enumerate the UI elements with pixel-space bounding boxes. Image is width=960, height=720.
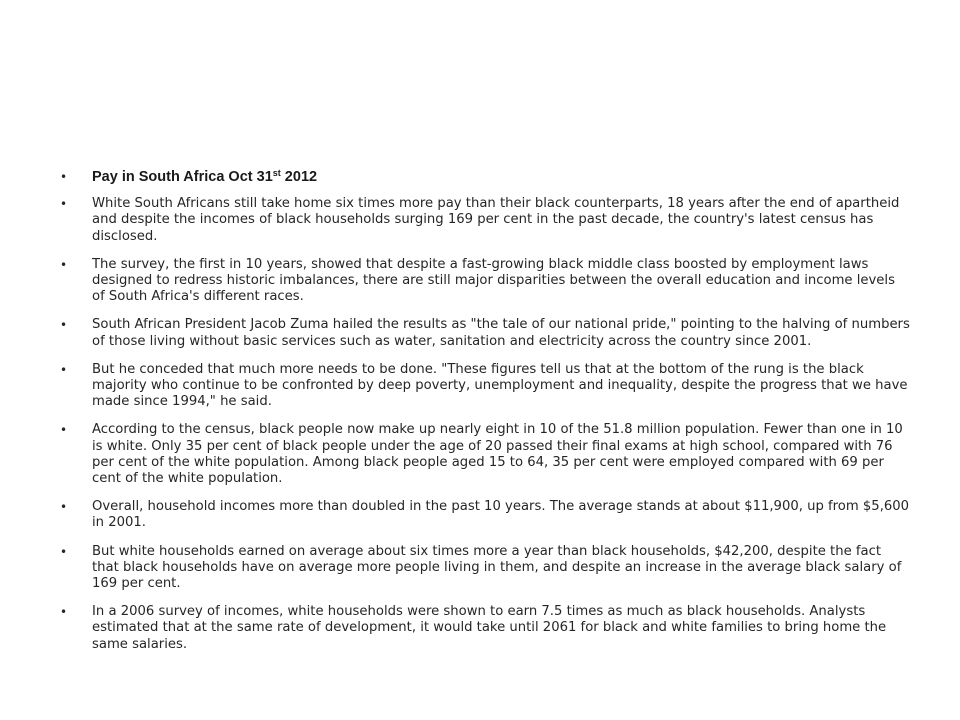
heading-main-text: Pay in South Africa Oct 31 [92,169,273,185]
bullet-dot-icon: • [60,423,68,438]
bullet-list [60,169,910,665]
heading-superscript: st [272,168,281,178]
heading-suffix: 2012 [280,169,318,185]
bullet-dot-icon: • [60,318,68,333]
bullet-item [60,362,910,411]
bullet-text: According to the census, black people now make up nearly eight in 10 of the 51.8 million population. Fewer than one in 10 is white. Only 35 per cent of black people under the age of 20 passed their final exams at high school, compared with 76 per cent of the white population. Among black people aged 15 to 64, 35 per cent were employed compared with 69 per cent of the white population. [92,422,903,487]
bullet-item [60,422,910,487]
bullet-dot-icon: • [60,257,68,272]
bullet-text: White South Africans still take home six times more pay than their black counterparts, 18 years after the end of apartheid and despite the incomes of black households surging 169 per cent in the past decade, the country's latest census has disclosed. [92,196,900,244]
bullet-text: South African President Jacob Zuma hailed the results as "the tale of our national pride," pointing to the halving of numbers of those living without basic services such as water, sanitation and electricity across the country since 2001. [92,317,910,349]
bullet-text: The survey, the first in 10 years, showed that despite a fast-growing black middle class boosted by employment laws designed to redress historic imbalances, there are still major disparities between the overall education and income levels of South Africa's different races. [92,256,895,305]
bullet-item [60,317,910,349]
bullet-heading [60,169,910,186]
bullet-item [60,499,910,531]
bullet-text: Overall, household incomes more than doubled in the past 10 years. The average stands at about $11,900, up from $5,600 in 2001. [92,499,910,531]
bullet-item [60,196,910,245]
bullet-item [60,257,910,306]
bullet-item [60,544,910,593]
bullet-dot-icon: • [60,197,68,212]
slide-heading [92,169,317,185]
bullet-dot-icon: • [60,362,68,377]
bullet-text: But he conceded that much more needs to be done. "These figures tell us that at the bottom of the rung is the black majority who continue to be confronted by deep poverty, unemployment and inequality, despite the progress that we have made since 1994," he said. [92,361,908,410]
bullet-item [60,604,910,653]
bullet-dot-icon: • [60,544,68,559]
bullet-dot-icon: • [60,605,68,620]
bullet-text: But white households earned on average about six times more a year than black households, $42,200, despite the fact that black households have on average more people living in them, and despite an increase in the average black salary of 169 per cent. [92,543,902,592]
bullet-text: In a 2006 survey of incomes, white households were shown to earn 7.5 times as much as black households. Analysts estimated that at the same rate of development, it would take until 2061 for black and white families to bring home the same salaries. [92,604,887,652]
bullet-dot-icon: • [60,500,68,515]
bullet-dot-icon: • [60,170,68,184]
